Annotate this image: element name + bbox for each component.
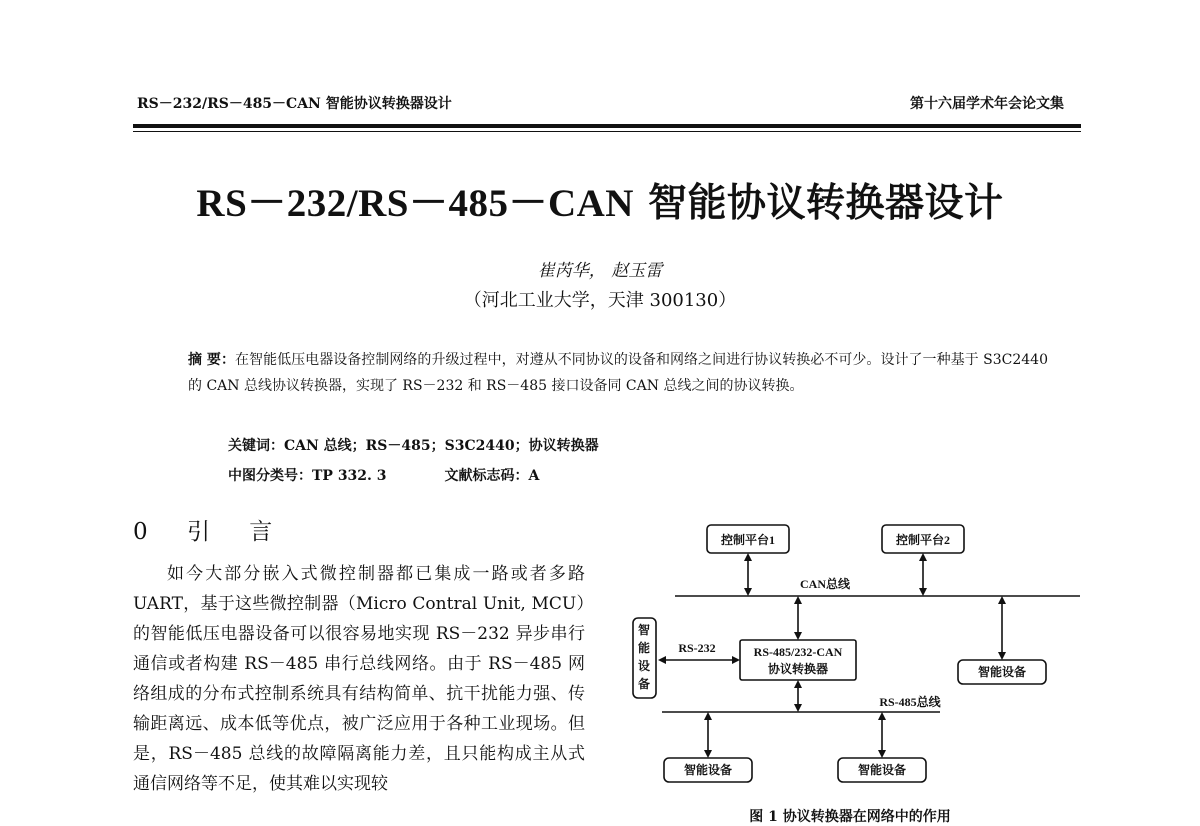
network-diagram (620, 510, 1090, 805)
converter-label-1: RS-485/232-CAN (753, 645, 843, 659)
authors: 崔芮华， 赵玉雷 (537, 261, 663, 281)
running-header-left: RS－232/RS－485－CAN 智能协议转换器设计 (137, 96, 452, 112)
abstract (188, 347, 1048, 399)
title-cjk: 智能协议转换器设计 (648, 181, 1004, 226)
smart-bottom-left-label: 智能设备 (683, 763, 733, 777)
body-paragraph: 如今大部分嵌入式微控制器都已集成一路或者多路 UART，基于这些微控制器（Micro Contral Unit, MCU）的智能低压电器设备可以很容易地实现 RS－232 异步串行通信或者构建 RS－485 串行总线网络。由于 RS－485 网络组成的分布式控制系统具有结构简单、抗干扰能力强、传输距离远、成本低等优点，被广泛应用于各种工业现场。但是，RS－485 总线的故障隔离能力差，且只能构成主从式通信网络等不足，使其难以实现较 (133, 564, 585, 794)
converter-label-2: 协议转换器 (767, 662, 829, 676)
keywords: 关键词：CAN 总线；RS－485；S3C2440；协议转换器 (228, 438, 599, 454)
ctrl2-label: 控制平台2 (895, 533, 951, 547)
document-code: 文献标志码：A (444, 468, 540, 484)
rs485-bus-label: RS-485总线 (879, 695, 941, 709)
abstract-text: 在智能低压电器设备控制网络的升级过程中，对遵从不同协议的设备和网络之间进行协议转换必不可少。设计了一种基于 S3C2440 的 CAN 总线协议转换器，实现了 RS－232 和 RS－485 接口设备同 CAN 总线之间的协议转换。 (188, 352, 1048, 394)
figure-caption: 图 1 协议转换器在网络中的作用 (749, 809, 951, 825)
affiliation: （河北工业大学，天津 300130） (463, 290, 737, 311)
rs232-label: RS-232 (678, 641, 716, 655)
can-bus-label: CAN总线 (800, 577, 850, 591)
ctrl1-label: 控制平台1 (720, 533, 776, 547)
smart-vertical-char-4: 备 (637, 677, 651, 691)
abstract-label: 摘 要： (188, 352, 235, 368)
smart-right-label: 智能设备 (977, 665, 1027, 679)
smart-vertical-char-3: 设 (637, 659, 651, 673)
smart-bottom-right-label: 智能设备 (857, 763, 907, 777)
title-latin: RS－232/RS－485－CAN (196, 182, 634, 225)
header-rule-thick (133, 124, 1081, 128)
smart-vertical-char-1: 智 (637, 623, 651, 637)
classification (228, 465, 539, 485)
section-heading: 0 引 言 (133, 519, 289, 545)
running-header-right: 第十六届学术年会论文集 (910, 96, 1064, 112)
paper-title (0, 172, 1200, 228)
smart-vertical-char-2: 能 (637, 641, 651, 655)
clc-number: 中图分类号：TP 332. 3 (228, 468, 387, 484)
header-rule-thin (133, 131, 1081, 132)
body-text (133, 559, 585, 799)
